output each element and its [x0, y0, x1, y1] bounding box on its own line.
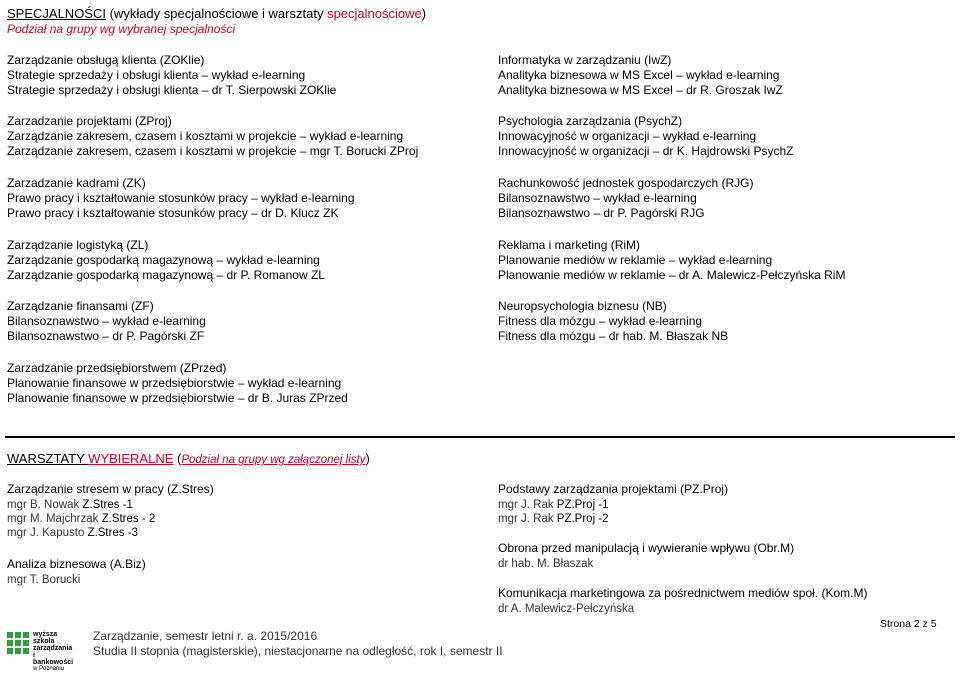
- workshop-title: Podstawy zarządzania projektami (PZ.Proj): [498, 482, 729, 496]
- spec-teacher: Zarządzanie zakresem, czasem i kosztami w projekcie – mgr T. Borucki: [7, 144, 387, 158]
- spec-code: ZPrzed: [309, 391, 348, 405]
- spec-teacher-row: [7, 206, 338, 220]
- spec-code: RJG: [680, 206, 705, 220]
- spec-teacher: Planowanie mediów w reklamie – dr A. Malewicz-Pełczyńska: [498, 268, 821, 282]
- page-number: Strona 2 z 5: [880, 618, 937, 630]
- spec-teacher: Bilansoznawstwo – dr P. Pagórski: [498, 206, 678, 220]
- spec-teacher-row: [498, 83, 783, 97]
- spec-lecture: Innowacyjność w organizacji – wykład e-learning: [498, 129, 757, 143]
- spec-teacher-row: [498, 206, 705, 220]
- spec-teacher-row: [7, 144, 418, 158]
- spec-name: Psychologia zarządzania (PsychZ): [498, 114, 683, 128]
- spec-lecture: Strategie sprzedaży i obsługi klienta – wykład e-learning: [7, 68, 306, 82]
- spec-name: Zarzadzanie przedsiębiorstwem (ZPrzed): [7, 361, 227, 375]
- spec-teacher: Planowanie finansowe w przedsiębiorstwie – dr B. Juras: [7, 391, 306, 405]
- workshop-group: mgr J. Rak PZ.Proj -2: [498, 513, 609, 525]
- workshop-title: Komunikacja marketingowa za pośrednictwem mediów społ. (Kom.M): [498, 586, 868, 600]
- spec-name: Zarządzanie obsługą klienta (ZOKlie): [7, 53, 205, 67]
- spec-teacher: Analityka biznesowa w MS Excel – dr R. Groszak: [498, 83, 761, 97]
- spec-lecture: Planowanie finansowe w przedsiębiorstwie – wykład e-learning: [7, 376, 342, 390]
- spec-name: Zarządzanie logistyką (ZL): [7, 238, 149, 252]
- spec-lecture: Analityka biznesowa w MS Excel – wykład e-learning: [498, 68, 780, 82]
- spec-lecture: Zarządzanie gospodarką magazynową – wykład e-learning: [7, 253, 320, 267]
- header-title-highlight: specjalnościowe: [327, 6, 422, 21]
- spec-name: Rachunkowość jednostek gospodarczych (RJG): [498, 176, 754, 190]
- spec-teacher: Fitness dla mózgu – dr hab. M. Błaszak: [498, 329, 709, 343]
- workshops-header: WARSZTATY WYBIERALNE (Podział na grupy wg załączonej listy): [7, 451, 370, 466]
- spec-teacher: Bilansoznawstwo – dr P. Pagórski: [7, 329, 187, 343]
- spec-code: PsychZ: [753, 144, 794, 158]
- workshop-title: Analiza biznesowa (A.Biz): [7, 557, 146, 571]
- spec-code: ZOKlie: [299, 83, 337, 97]
- spec-lecture: Fitness dla mózgu – wykład e-learning: [498, 314, 703, 328]
- spec-name: Reklama i marketing (RiM): [498, 238, 641, 252]
- spec-lecture: Bilansoznawstwo – wykład e-learning: [498, 191, 697, 205]
- spec-code: IwZ: [763, 83, 783, 97]
- spec-teacher-row: [7, 83, 336, 97]
- spec-name: Neuropsychologia biznesu (NB): [498, 299, 667, 313]
- footer-line-1: Zarządzanie, semestr letni r. a. 2015/2016: [93, 629, 318, 643]
- page-header: SPECJALNOŚCI (wykłady specjalnościowe i warsztaty specjalnościowe): [7, 6, 427, 21]
- spec-teacher-row: [7, 329, 204, 343]
- workshop-group: dr hab. M. Błaszak: [498, 558, 594, 570]
- school-logo-text: wyższa szkoła zarządzania i bankowości w Poznaniu: [33, 631, 74, 672]
- spec-code: ZProj: [389, 144, 419, 158]
- spec-code: RiM: [824, 268, 846, 282]
- spec-lecture: Planowanie mediów w reklamie – wykład e-learning: [498, 253, 773, 267]
- spec-teacher: Innowacyjność w organizacji – dr K. Hajdrowski: [498, 144, 751, 158]
- footer-line-2: Studia II stopnia (magisterskie), niestacjonarne na odległość, rok I, semestr II: [93, 644, 503, 658]
- workshop-group: dr A. Malewicz-Pełczyńska: [498, 603, 635, 615]
- workshop-title: Obrona przed manipulacją i wywieranie wpływu (Obr.M): [498, 541, 795, 555]
- workshop-group: mgr J. Kapusto Z.Stres -3: [7, 527, 139, 539]
- spec-teacher: Strategie sprzedaży i obsługi klienta – dr T. Sierpowski: [7, 83, 297, 97]
- spec-teacher-row: [498, 329, 728, 343]
- workshop-title: Zarządzanie stresem w pracy (Z.Stres): [7, 482, 214, 496]
- section-divider: [5, 436, 955, 438]
- school-logo-icon: [7, 632, 29, 654]
- spec-name: Zarzadzanie projektami (ZProj): [7, 114, 172, 128]
- spec-lecture: Zarządzanie zakresem, czasem i kosztami w projekcie – wykład e-learning: [7, 129, 404, 143]
- workshop-group: mgr J. Rak PZ.Proj -1: [498, 499, 609, 511]
- workshop-group: mgr B. Nowak Z.Stres -1: [7, 499, 133, 511]
- spec-teacher: Zarządzanie gospodarką magazynową – dr P. Romanow: [7, 268, 308, 282]
- spec-name: Zarządzanie finansami (ZF): [7, 299, 154, 313]
- spec-teacher: Prawo pracy i kształtowanie stosunków pracy – dr D. Klucz: [7, 206, 320, 220]
- spec-name: Zarzadzanie kadrami (ZK): [7, 176, 146, 190]
- spec-code: ZL: [310, 268, 325, 282]
- workshops-note: Podział na grupy wg załączonej listy: [181, 454, 366, 466]
- header-subtitle: Podział na grupy wg wybranej specjalności: [7, 22, 236, 36]
- spec-lecture: Prawo pracy i kształtowanie stosunków pracy – wykład e-learning: [7, 191, 355, 205]
- spec-code: NB: [711, 329, 729, 343]
- spec-code: ZF: [189, 329, 205, 343]
- spec-teacher-row: [498, 268, 845, 282]
- spec-lecture: Bilansoznawstwo – wykład e-learning: [7, 314, 206, 328]
- spec-teacher-row: [498, 144, 793, 158]
- spec-name: Informatyka w zarządzaniu (IwZ): [498, 53, 672, 67]
- spec-teacher-row: [7, 391, 348, 405]
- workshop-group: mgr M. Majchrzak Z.Stres - 2: [7, 513, 156, 525]
- header-title: SPECJALNOŚCI: [7, 6, 106, 21]
- spec-code: ZK: [323, 206, 339, 220]
- spec-teacher-row: [7, 268, 325, 282]
- workshop-group: mgr T. Borucki: [7, 574, 81, 586]
